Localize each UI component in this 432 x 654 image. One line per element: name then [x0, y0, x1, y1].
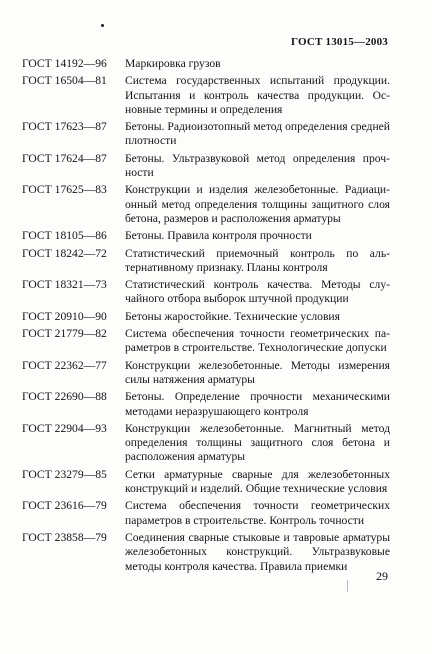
- reference-row: [22, 120, 390, 149]
- reference-code: ГОСТ 18321—73: [22, 278, 107, 292]
- reference-row: [22, 278, 390, 307]
- reference-title: Маркировка грузов: [125, 57, 221, 70]
- reference-code: ГОСТ 16504—81: [22, 74, 107, 88]
- reference-row: [22, 183, 390, 226]
- reference-title: Конструкции и изделия железобетонные. Радиационный метод определения толщины защитного слоя бетона, размеров и расположения арматуры: [125, 183, 390, 225]
- reference-row: [22, 152, 390, 181]
- reference-code: ГОСТ 17623—87: [22, 120, 107, 134]
- reference-code: ГОСТ 22690—88: [22, 390, 107, 404]
- reference-title: Статистический контроль качества. Методы случайного отбора выборок штучной продукции: [125, 278, 390, 306]
- document-code-header: ГОСТ 13015—2003: [291, 36, 388, 48]
- reference-row: [22, 229, 390, 243]
- reference-row: [22, 390, 390, 419]
- reference-row: [22, 359, 390, 388]
- reference-code: ГОСТ 22362—77: [22, 358, 107, 372]
- reference-title: Бетоны жаростойкие. Технические условия: [125, 309, 340, 323]
- reference-title: Бетоны. Ультразвуковой метод определения прочности: [125, 151, 390, 180]
- reference-title: Система обеспечения точности геометрических параметров в строительстве. Контроль точности: [125, 499, 390, 527]
- print-speck: [101, 24, 104, 27]
- reference-row: [22, 327, 390, 356]
- reference-code: ГОСТ 17624—87: [22, 151, 107, 165]
- reference-code: ГОСТ 18242—72: [22, 246, 107, 260]
- reference-title: Бетоны. Определение прочности механическими методами неразрушающего контроля: [125, 390, 390, 418]
- reference-code: ГОСТ 22904—93: [22, 421, 107, 435]
- reference-code: ГОСТ 18105—86: [22, 229, 107, 243]
- reference-title: Система государственных испытаний продукции. Испытания и контроль качества продукции. Основные термины и определения: [125, 74, 390, 116]
- reference-row: [22, 422, 390, 465]
- reference-row: [22, 499, 390, 528]
- reference-code: ГОСТ 23616—79: [22, 499, 107, 513]
- reference-title: Конструкции железобетонные. Магнитный метод определения толщины защитного слоя бетона и расположения арматуры: [125, 421, 390, 464]
- reference-title: Сетки арматурные сварные для железобетонных конструкций и изделий. Общие технические условия: [125, 467, 390, 496]
- reference-title: Конструкции железобетонные. Методы измерения силы натяжения арматуры: [125, 358, 390, 386]
- reference-title: Статистический приемочный контроль по альтернативному признаку. Планы контроля: [125, 246, 390, 274]
- reference-code: ГОСТ 17625—83: [22, 183, 107, 197]
- print-tick-mark: [347, 580, 348, 592]
- reference-row: [22, 57, 390, 71]
- reference-title: Бетоны. Правила контроля прочности: [125, 229, 312, 243]
- reference-list: [22, 57, 390, 577]
- reference-code: ГОСТ 23279—85: [22, 467, 107, 481]
- page-number: 29: [376, 569, 388, 583]
- reference-row: [22, 74, 390, 117]
- reference-title: Соединения сварные стыковые и тавровые арматуры железобетонных конструкций. Ультразвуковые методы контроля качества. Правила приемки: [125, 530, 390, 573]
- reference-row: [22, 531, 390, 574]
- reference-code: ГОСТ 21779—82: [22, 327, 107, 341]
- reference-code: ГОСТ 14192—96: [22, 57, 107, 70]
- reference-row: [22, 310, 390, 324]
- reference-title: Бетоны. Радиоизотопный метод определения средней плотности: [125, 120, 390, 148]
- reference-code: ГОСТ 23858—79: [22, 530, 107, 544]
- reference-row: [22, 247, 390, 276]
- reference-row: [22, 468, 390, 497]
- reference-code: ГОСТ 20910—90: [22, 309, 107, 323]
- reference-title: Система обеспечения точности геометрических параметров в строительстве. Технологические допуски: [125, 327, 390, 355]
